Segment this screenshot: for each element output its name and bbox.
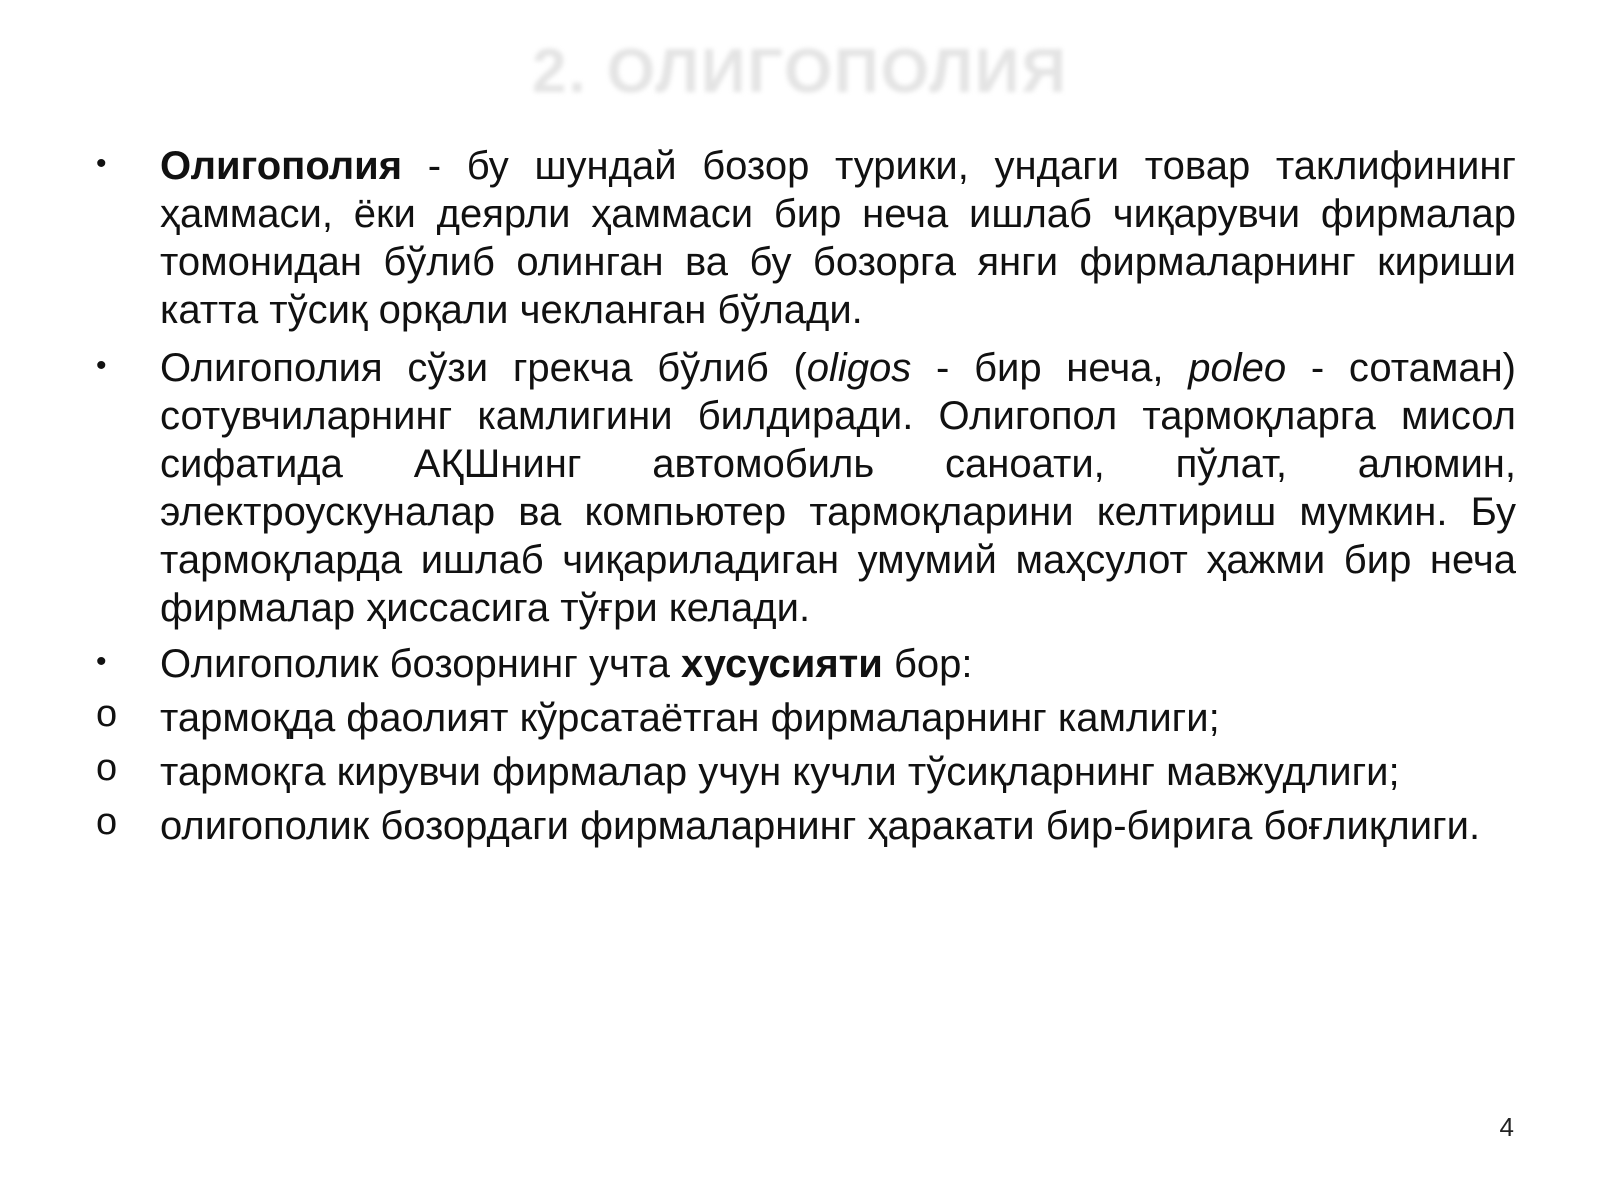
sub-item-text: олигополик бозордаги фирмаларнинг ҳаракати бир-бирига боғлиқлиги. [160, 804, 1481, 848]
sub-item [96, 694, 1516, 742]
sub-item [96, 802, 1516, 850]
bullet-text-part: - бир неча, [911, 346, 1189, 390]
bullet-text-part: Олигополик бозорнинг учта [160, 642, 682, 686]
slide-content [96, 142, 1516, 850]
sub-item [96, 748, 1516, 796]
bullet-bold-word: хусусияти [681, 642, 883, 686]
bullet-marker-icon: • [96, 349, 107, 382]
bullet-text-part: Олигополия сўзи грекча бўлиб ( [160, 346, 807, 390]
bullet-body: - бу шундай бозор турики, ундаги товар таклифининг ҳаммаси, ёки деярли ҳаммаси бир неча ишлаб чиқарувчи фирмалар томонидан бўлиб олинган ва бу бозорга янги фирмаларнинг кириши катта тўсиқ орқали чекланган бўлади. [160, 144, 1516, 332]
bullet-text [160, 344, 1516, 632]
page-number: 4 [1499, 1112, 1514, 1142]
bullet-text-part: - сотаман) сотувчиларнинг камлигини билдиради. Олигопол тармоқларга мисол сифатида АҚШнинг автомобиль саноати, пўлат, алюмин, электроускуналар ва компьютер тармоқларини келтириш мумкин. Бу тармоқларда ишлаб чиқариладиган умумий маҳсулот ҳажми бир неча фирмалар ҳиссасига тўғри келади. [160, 346, 1516, 630]
sub-item-text: тармоқда фаолият кўрсатаётган фирмаларнинг камлиги; [160, 696, 1220, 740]
sub-item-text: тармоқга кирувчи фирмалар учун кучли тўсиқларнинг мавжудлиги; [160, 750, 1400, 794]
bullet-item-definition [96, 142, 1516, 334]
bullet-item-features [96, 640, 1516, 688]
circle-marker-icon: o [96, 693, 118, 735]
bullet-italic-word: oligos [806, 346, 912, 390]
bullet-text [160, 640, 1516, 688]
bullet-text [160, 142, 1516, 334]
bullet-marker-icon: • [96, 147, 107, 180]
bullet-item-etymology [96, 344, 1516, 632]
bullet-term: Олигополия [160, 144, 403, 188]
circle-marker-icon: o [96, 747, 118, 789]
bullet-marker-icon: • [96, 645, 107, 678]
bullet-italic-word: poleo [1188, 346, 1287, 390]
bullet-text-part: бор: [882, 642, 973, 686]
slide-title: 2. ОЛИГОПОЛИЯ [531, 37, 1069, 106]
circle-marker-icon: o [96, 801, 118, 843]
